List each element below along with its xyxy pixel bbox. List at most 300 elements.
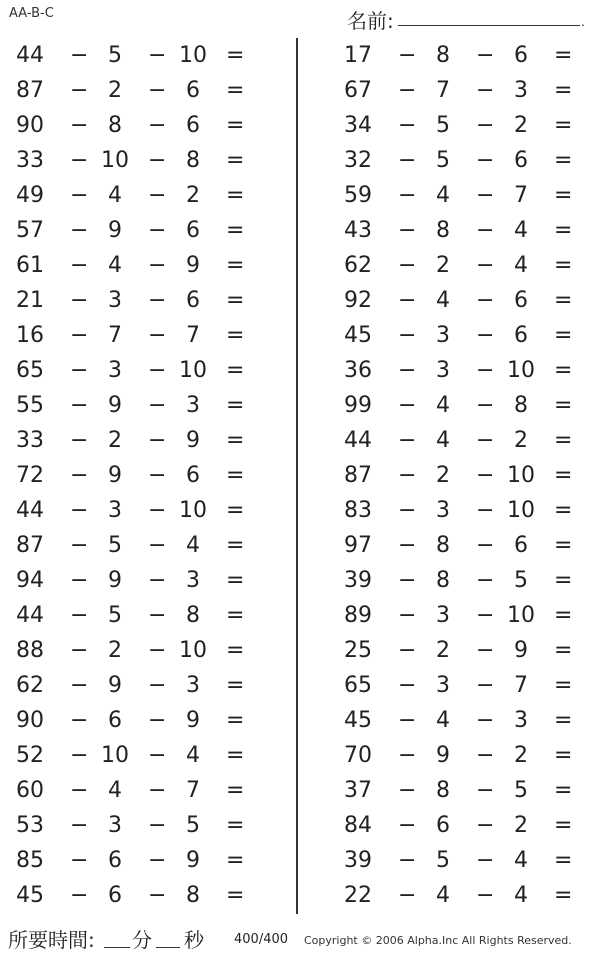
operand-2: 9 [436,743,450,768]
operand-3: 3 [186,393,200,418]
equals-sign: = [226,428,245,453]
minus-sign: − [148,253,167,278]
right-problem-column [318,38,600,913]
minus-sign: − [398,253,417,278]
operand-1: 59 [344,183,372,208]
equals-sign: = [226,673,245,698]
minus-sign: − [476,393,495,418]
operand-3: 5 [514,568,528,593]
operand-2: 2 [108,428,122,453]
problem-row [0,248,290,283]
minus-sign: − [398,708,417,733]
operand-1: 87 [16,78,44,103]
left-problem-column [0,38,290,913]
problem-row [0,108,290,143]
operand-1: 45 [16,883,44,908]
operand-1: 87 [344,463,372,488]
operand-1: 16 [16,323,44,348]
operand-3: 10 [179,43,207,68]
minus-sign: − [398,183,417,208]
copyright-text: Copyright © 2006 Alpha.Inc All Rights Reserved. [304,934,572,947]
minus-sign: − [70,323,89,348]
operand-2: 5 [436,113,450,138]
equals-sign: = [226,78,245,103]
minus-sign: − [70,498,89,523]
operand-1: 49 [16,183,44,208]
minus-sign: − [398,148,417,173]
equals-sign: = [226,358,245,383]
minus-sign: − [476,463,495,488]
problem-row [318,108,600,143]
minus-sign: − [398,638,417,663]
minus-sign: − [148,78,167,103]
minus-sign: − [148,428,167,453]
minus-sign: − [476,428,495,453]
minus-sign: − [476,323,495,348]
minus-sign: − [398,883,417,908]
equals-sign: = [226,288,245,313]
operand-3: 4 [514,218,528,243]
equals-sign: = [554,78,573,103]
minus-sign: − [476,778,495,803]
operand-2: 5 [108,533,122,558]
problem-row [0,633,290,668]
equals-sign: = [554,393,573,418]
minus-sign: − [398,358,417,383]
operand-2: 8 [436,218,450,243]
operand-3: 7 [186,323,200,348]
equals-sign: = [554,183,573,208]
minus-sign: − [398,533,417,558]
operand-2: 4 [108,778,122,803]
problem-row [318,843,600,878]
minus-sign: − [70,743,89,768]
equals-sign: = [226,393,245,418]
problem-row [318,213,600,248]
minus-sign: − [70,183,89,208]
minus-sign: − [398,848,417,873]
minus-sign: − [476,43,495,68]
equals-sign: = [226,603,245,628]
minus-sign: − [476,498,495,523]
operand-3: 2 [514,743,528,768]
equals-sign: = [226,183,245,208]
equals-sign: = [226,463,245,488]
operand-2: 5 [436,848,450,873]
operand-3: 4 [514,253,528,278]
operand-3: 10 [507,358,535,383]
operand-3: 10 [179,358,207,383]
minus-sign: − [148,603,167,628]
minus-sign: − [70,813,89,838]
minus-sign: − [70,358,89,383]
operand-1: 65 [16,358,44,383]
minus-sign: − [70,603,89,628]
operand-1: 70 [344,743,372,768]
minus-sign: − [70,113,89,138]
operand-3: 6 [514,533,528,558]
problem-row [318,493,600,528]
minus-sign: − [70,393,89,418]
operand-3: 9 [186,848,200,873]
minus-sign: − [476,288,495,313]
operand-2: 4 [436,288,450,313]
operand-2: 3 [436,673,450,698]
operand-2: 9 [108,463,122,488]
minus-sign: − [398,778,417,803]
operand-3: 3 [514,708,528,733]
operand-2: 8 [436,568,450,593]
operand-3: 6 [514,288,528,313]
operand-2: 2 [436,253,450,278]
operand-1: 83 [344,498,372,523]
operand-2: 8 [436,533,450,558]
operand-3: 6 [514,148,528,173]
problem-row [318,563,600,598]
operand-1: 92 [344,288,372,313]
minus-sign: − [148,708,167,733]
operand-3: 6 [186,463,200,488]
operand-3: 7 [514,183,528,208]
operand-1: 45 [344,708,372,733]
operand-2: 3 [108,498,122,523]
operand-3: 8 [186,603,200,628]
minus-sign: − [398,813,417,838]
minus-sign: − [70,288,89,313]
operand-2: 5 [108,603,122,628]
minus-sign: − [398,498,417,523]
equals-sign: = [226,568,245,593]
operand-1: 44 [16,498,44,523]
operand-2: 6 [436,813,450,838]
operand-2: 2 [108,78,122,103]
operand-3: 6 [186,288,200,313]
operand-3: 7 [186,778,200,803]
equals-sign: = [226,708,245,733]
operand-1: 44 [16,43,44,68]
operand-2: 10 [101,743,129,768]
minus-sign: − [148,358,167,383]
minus-sign: − [148,848,167,873]
minus-sign: − [70,428,89,453]
problem-row [318,353,600,388]
operand-3: 10 [507,463,535,488]
minus-sign: − [476,743,495,768]
minus-sign: − [70,533,89,558]
operand-1: 44 [16,603,44,628]
operand-3: 5 [514,778,528,803]
problem-row [318,143,600,178]
operand-1: 67 [344,78,372,103]
problem-row [0,38,290,73]
operand-3: 5 [186,813,200,838]
operand-1: 90 [16,113,44,138]
operand-3: 9 [514,638,528,663]
minus-sign: − [70,638,89,663]
problem-row [0,843,290,878]
minus-sign: − [476,533,495,558]
equals-sign: = [226,218,245,243]
equals-sign: = [554,253,573,278]
operand-2: 8 [436,778,450,803]
minus-sign: − [476,813,495,838]
minus-sign: − [148,393,167,418]
minus-sign: − [148,533,167,558]
operand-3: 3 [186,568,200,593]
operand-2: 3 [436,498,450,523]
seconds-blank[interactable] [156,947,180,948]
name-blank-line[interactable] [398,25,580,26]
operand-2: 5 [436,148,450,173]
problem-row [0,353,290,388]
operand-1: 22 [344,883,372,908]
problem-row [318,318,600,353]
operand-3: 6 [514,43,528,68]
minus-sign: − [398,393,417,418]
equals-sign: = [554,218,573,243]
minus-sign: − [70,708,89,733]
problem-row [0,878,290,913]
minus-sign: − [148,743,167,768]
operand-3: 4 [514,848,528,873]
operand-2: 2 [108,638,122,663]
operand-1: 62 [16,673,44,698]
minus-sign: − [476,673,495,698]
minus-sign: − [476,638,495,663]
operand-2: 9 [108,393,122,418]
operand-3: 4 [186,533,200,558]
equals-sign: = [226,323,245,348]
problem-row [0,598,290,633]
operand-1: 88 [16,638,44,663]
operand-2: 10 [101,148,129,173]
operand-3: 10 [507,498,535,523]
operand-3: 3 [514,78,528,103]
problem-row [318,808,600,843]
problem-row [0,808,290,843]
equals-sign: = [554,708,573,733]
equals-sign: = [226,743,245,768]
operand-3: 6 [186,113,200,138]
equals-sign: = [554,43,573,68]
operand-1: 36 [344,358,372,383]
operand-1: 45 [344,323,372,348]
minus-sign: − [70,253,89,278]
worksheet-code: AA-B-C [9,6,54,21]
minus-sign: − [148,778,167,803]
minus-sign: − [70,218,89,243]
time-label: 所要時間: [8,928,95,952]
operand-2: 3 [436,358,450,383]
minus-sign: − [398,463,417,488]
operand-2: 3 [436,603,450,628]
minus-sign: − [398,218,417,243]
minus-sign: − [70,883,89,908]
operand-2: 6 [108,708,122,733]
operand-2: 9 [108,568,122,593]
operand-1: 84 [344,813,372,838]
problem-row [0,458,290,493]
minus-sign: − [398,288,417,313]
operand-2: 4 [436,708,450,733]
minus-sign: − [476,848,495,873]
problem-row [318,283,600,318]
operand-2: 4 [436,883,450,908]
minus-sign: − [148,183,167,208]
problem-row [318,528,600,563]
problem-row [0,423,290,458]
problem-row [318,388,600,423]
operand-3: 2 [186,183,200,208]
minus-sign: − [70,78,89,103]
problem-row [318,423,600,458]
minus-sign: − [148,813,167,838]
equals-sign: = [226,533,245,558]
minus-sign: − [398,428,417,453]
equals-sign: = [226,778,245,803]
operand-1: 57 [16,218,44,243]
operand-2: 4 [108,183,122,208]
minus-sign: − [476,218,495,243]
operand-3: 4 [514,883,528,908]
minus-sign: − [70,778,89,803]
problem-row [318,668,600,703]
equals-sign: = [226,498,245,523]
minus-sign: − [148,638,167,663]
minus-sign: − [398,78,417,103]
operand-2: 6 [108,883,122,908]
operand-2: 3 [108,288,122,313]
problem-row [0,318,290,353]
equals-sign: = [554,848,573,873]
equals-sign: = [226,813,245,838]
equals-sign: = [226,883,245,908]
operand-2: 3 [436,323,450,348]
operand-1: 65 [344,673,372,698]
problem-row [318,178,600,213]
operand-1: 37 [344,778,372,803]
minus-sign: − [476,78,495,103]
minus-sign: − [476,883,495,908]
equals-sign: = [554,288,573,313]
operand-1: 97 [344,533,372,558]
minus-sign: − [148,463,167,488]
operand-1: 39 [344,848,372,873]
minutes-unit: 分 [132,928,152,952]
operand-3: 2 [514,428,528,453]
name-label: 名前: [347,9,394,33]
minus-sign: − [148,218,167,243]
problem-row [0,213,290,248]
name-end-dot: . [581,15,585,29]
equals-sign: = [554,533,573,558]
operand-2: 8 [436,43,450,68]
operand-1: 99 [344,393,372,418]
minus-sign: − [398,743,417,768]
problem-row [318,458,600,493]
minus-sign: − [70,848,89,873]
problem-row [0,388,290,423]
operand-1: 55 [16,393,44,418]
operand-3: 9 [186,708,200,733]
minus-sign: − [148,113,167,138]
operand-1: 60 [16,778,44,803]
minus-sign: − [148,883,167,908]
operand-1: 44 [344,428,372,453]
equals-sign: = [554,638,573,663]
equals-sign: = [554,323,573,348]
problem-row [318,738,600,773]
operand-1: 21 [16,288,44,313]
equals-sign: = [554,673,573,698]
operand-3: 7 [514,673,528,698]
equals-sign: = [554,148,573,173]
operand-3: 10 [179,498,207,523]
equals-sign: = [554,568,573,593]
operand-1: 90 [16,708,44,733]
operand-2: 4 [108,253,122,278]
problem-row [0,668,290,703]
equals-sign: = [226,43,245,68]
operand-1: 62 [344,253,372,278]
operand-3: 9 [186,253,200,278]
problem-row [0,563,290,598]
problem-row [0,493,290,528]
operand-3: 8 [186,148,200,173]
minus-sign: − [476,113,495,138]
problem-row [318,73,600,108]
minus-sign: − [476,148,495,173]
minus-sign: − [476,183,495,208]
minus-sign: − [398,603,417,628]
operand-1: 39 [344,568,372,593]
operand-1: 89 [344,603,372,628]
minus-sign: − [70,673,89,698]
equals-sign: = [554,813,573,838]
minus-sign: − [476,603,495,628]
equals-sign: = [226,848,245,873]
operand-1: 33 [16,428,44,453]
operand-2: 4 [436,393,450,418]
minus-sign: − [476,708,495,733]
operand-1: 34 [344,113,372,138]
operand-1: 94 [16,568,44,593]
minus-sign: − [476,253,495,278]
operand-1: 25 [344,638,372,663]
equals-sign: = [554,778,573,803]
operand-1: 52 [16,743,44,768]
operand-3: 6 [514,323,528,348]
operand-2: 7 [436,78,450,103]
operand-3: 6 [186,218,200,243]
minutes-blank[interactable] [104,947,130,948]
equals-sign: = [226,113,245,138]
problem-row [318,598,600,633]
operand-2: 3 [108,813,122,838]
operand-2: 3 [108,358,122,383]
operand-2: 9 [108,673,122,698]
minus-sign: − [148,148,167,173]
operand-3: 10 [179,638,207,663]
operand-2: 5 [108,43,122,68]
operand-2: 2 [436,638,450,663]
equals-sign: = [554,463,573,488]
minus-sign: − [70,568,89,593]
operand-2: 7 [108,323,122,348]
equals-sign: = [226,148,245,173]
equals-sign: = [554,498,573,523]
operand-1: 85 [16,848,44,873]
